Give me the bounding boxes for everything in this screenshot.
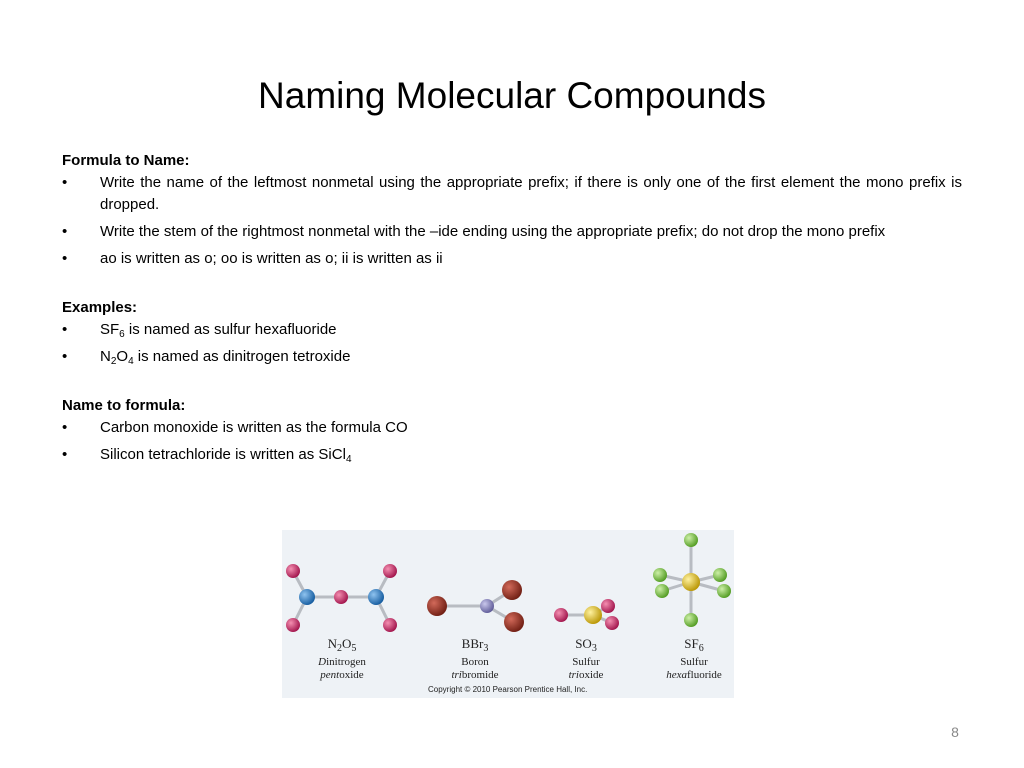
list-item	[62, 248, 962, 270]
bullet-list-examples	[62, 319, 962, 368]
molecule-name: tribromide	[451, 669, 499, 681]
formula: $SF_6$	[684, 636, 704, 654]
list-item	[62, 172, 962, 216]
bbr3-model	[437, 590, 514, 622]
molecule-name: Sulfur	[680, 656, 708, 668]
copyright-notice: Copyright © 2010 Pearson Prentice Hall, Inc.	[428, 685, 588, 694]
formula: $SF_6$	[100, 321, 125, 340]
bullet-text: ao is written as o; oo is written as o; ii is written as ii	[100, 250, 443, 267]
section-heading-name-to-formula: Name to formula:	[62, 397, 186, 414]
bullet-icon: •	[62, 446, 68, 463]
bullet-text: is named as dinitrogen tetroxide	[133, 348, 351, 365]
slide-title: Naming Molecular Compounds	[258, 75, 766, 116]
formula: $SO_3$	[575, 636, 597, 654]
bullet-icon: •	[62, 250, 68, 267]
bullet-list-formula-to-name	[62, 172, 962, 270]
bullet-text: Carbon monoxide is written as the formula CO	[100, 419, 408, 436]
bullet-icon: •	[62, 223, 68, 240]
bullet-icon: •	[62, 419, 68, 436]
molecule-label-sf6	[654, 637, 734, 682]
molecule-name: Dinitrogen	[318, 656, 366, 668]
molecule-figure	[282, 530, 734, 698]
slide-content	[62, 150, 962, 471]
molecule-name: pentoxide	[320, 669, 364, 681]
list-item	[62, 444, 962, 466]
section-heading-examples: Examples:	[62, 299, 138, 316]
page-number: 8	[951, 724, 959, 740]
bullet-icon: •	[62, 348, 68, 365]
molecule-name: Boron	[461, 656, 489, 668]
molecule-label-bbr3	[435, 637, 515, 682]
molecule-label-so3	[546, 637, 626, 682]
subscript: 4	[345, 454, 352, 465]
bullet-text: is named as sulfur hexafluoride	[124, 321, 337, 338]
list-item	[62, 221, 962, 243]
bullet-icon: •	[62, 174, 68, 191]
molecule-name: hexafluoride	[666, 669, 722, 681]
bullet-icon: •	[62, 321, 68, 338]
bullet-text: Write the name of the leftmost nonmetal using the appropriate prefix; if there is only one of the first element the mono prefix is dropped.	[100, 174, 962, 213]
list-item	[62, 417, 962, 439]
list-item	[62, 319, 962, 341]
formula: $N_2O_4$	[100, 348, 134, 367]
section-heading-formula-to-name: Formula to Name:	[62, 152, 190, 169]
list-item	[62, 346, 962, 368]
molecule-name: trioxide	[568, 669, 604, 681]
bullet-list-name-to-formula	[62, 417, 962, 466]
bullet-text: Write the stem of the rightmost nonmetal with the –ide ending using the appropriate prefix; do not drop the mono prefix	[100, 223, 886, 240]
bullet-text: Silicon tetrachloride is written as SiCl	[100, 446, 346, 463]
formula: BBr$_3$	[461, 636, 489, 654]
molecule-label-n2o5	[302, 637, 382, 682]
molecule-name: Sulfur	[572, 656, 600, 668]
formula: $N_2O_5$	[327, 636, 357, 654]
